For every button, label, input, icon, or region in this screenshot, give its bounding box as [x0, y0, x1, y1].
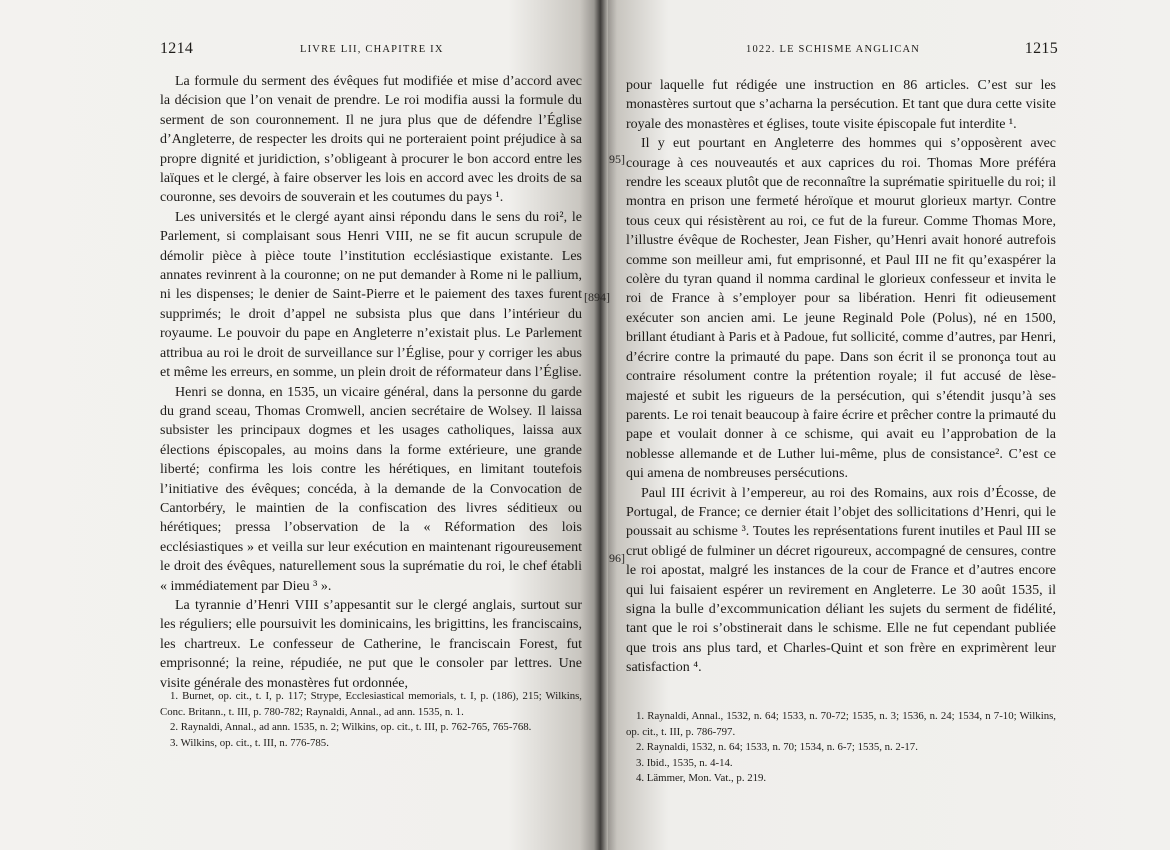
footnote: 2. Raynaldi, 1532, n. 64; 1533, n. 70; 1534, n. 6-7; 1535, n. 2-17. [636, 741, 918, 754]
book-gutter [594, 0, 608, 850]
footnote: 1. Raynaldi, Annal., 1532, n. 64; 1533, n. 70-72; 1535, n. 3; 1536, n. 24; 1534, n 7-10; Wilkins, op. cit., t. III, p. 786-797. [626, 710, 1056, 738]
left-page-number: 1214 [160, 40, 194, 57]
paragraph: Il y eut pourtant en Angleterre des hommes qui s’opposèrent avec courage à ces nouveautés et aux caprices du roi. Thomas More préféra rendre les sceaux plutôt que de reconnaître la suprématie spirituelle du roi; il montra en prison une fermeté héroïque et mourut glorieux martyr. Contre tous ceux qui résistèrent au roi, ce fut de la fureur. Comme Thomas More, l’illustre évêque de Rochester, Jean Fisher, qu’Henri avait honoré autrefois comme son meilleur ami, fut emprisonné, et Paul III ne fit qu’exaspérer la colère du tyran quand il nomma cardinal le glorieux confesseur et invita le roi de France à s’employer pour sa libération. Henri fit odieusement exécuter son ancien ami. Le jeune Reginald Pole (Polus), né en 1500, brillant étudiant à Paris et à Padoue, fut sollicité, comme d’autres, par Henri, d’écrire contre la primauté du pape. Dans son écrit il se prononça tout au contraire résolument contre la prétention royale; il fut accusé de lèse-majesté et subit les rigueurs de la persécution, qui s’étendit jusqu’à ses parents. Le roi tenait beaucoup à faire écrire et prêcher contre la primauté du pape et voulait donner à ce schisme, qui avait eu l’approbation de la noblesse allemande et de Luther lui-même, plus de consistance². C’est ce qui amena de nombreuses persécutions. [626, 136, 1056, 482]
margin-reference-894: [894] [584, 290, 610, 304]
paragraph: pour laquelle fut rédigée une instruction en 86 articles. C’est sur les monastères surtout que s’acharna la persécution. Et tant que dura cette visite royale des monastères et églises, toute visite épiscopale fut interdite ¹. [626, 78, 1056, 132]
footnote: 3. Wilkins, op. cit., t. III, n. 776-785. [170, 736, 329, 749]
footnote: 2. Raynaldi, Annal., ad ann. 1535, n. 2; Wilkins, op. cit., t. III, p. 762-765, 765-768. [170, 721, 532, 734]
paragraph: Les universités et le clergé ayant ainsi répondu dans le sens du roi², le Parlement, si complaisant sous Henri VIII, ne se fit aucun scrupule de démolir pièce à pièce toute l’institution ecclésiastique existante. Les annates revinrent à la couronne; on ne put demander à Rome ni le pallium, ni les dispenses; le denier de Saint-Pierre et le paiement des taxes furent supprimés; le droit d’appel ne subsista plus que dans l’intérieur du royaume. Le pouvoir du pape en Angleterre n’existait plus. Le Parlement attribua au roi le droit de surveillance sur l’Église, pour y corriger les abus et même les erreurs, en somme, un plein droit de réformateur dans l’Église. [160, 209, 582, 381]
footnote: 1. Burnet, op. cit., t. I, p. 117; Strype, Ecclesiastical memorials, t. I, p. (186), 215; Wilkins, Conc. Britann., t. III, p. 780-782; Raynaldi, Annal., ad ann. 1535, n. 1. [160, 690, 582, 718]
paragraph: La formule du serment des évêques fut modifiée et mise d’accord avec la décision que l’on venait de prendre. Le roi modifia aussi la formule du serment de son couronnement. Il ne jura plus que de défendre l’Église d’Angleterre, de respecter les droits qui ne porteraient point préjudice à sa propre dignité et juridiction, s’obligeant à procurer le bon accord entre les laïques et le clergé, à faire observer les lois en accord avec les droits de sa couronne, ses devoirs de souverain et les coutumes du pays ¹. [160, 74, 582, 206]
left-footnotes [160, 689, 582, 751]
right-page-body [626, 76, 1056, 678]
right-running-head: 1022. LE SCHISME ANGLICAN [746, 44, 921, 55]
paragraph: Paul III écrivit à l’empereur, au roi des Romains, aux rois d’Écosse, de Portugal, de France; ce dernier était l’objet des sollicitations d’Henri, qui le poussait au schisme ³. Toutes les représentations furent inutiles et Paul III se crut obligé de fulminer un décret rigoureux, accompagné de censures, contre le roi apostat, malgré les instances de la cour de France et d’autres encore qui lui faisaient espérer un revirement en Angleterre. Le 30 août 1535, il signa la bulle d’excommunication déliant les sujets du serment de fidélité, tant que le roi s’obstinerait dans le schisme. Elle ne fut cependant publiée que trois ans plus tard, et Charles-Quint et son frère en exprimèrent leur satisfaction ⁴. [626, 485, 1056, 676]
margin-reference-895: 95] [609, 152, 625, 166]
paragraph: Henri se donna, en 1535, un vicaire général, dans la personne du garde du grand sceau, Thomas Cromwell, ancien secrétaire de Wolsey. Il laissa subsister les principaux dogmes et les usages catholiques, laissa aux élections épiscopales, au moins dans la forme extérieure, une grande liberté; confirma les lois contre les hérétiques, en limitant toutefois l’initiative des évêques; concéda, à la demande de la Convocation de Cantorbéry, le maintien de la confiscation des livres séditieux ou hérétiques; pressa l’observation de la « Réformation des lois ecclésiastiques » et veilla sur leur exécution en maintenant rigoureusement le droit des évêques, naturellement sous la suprématie du roi, le chef établi « immédiatement par Dieu ³ ». [160, 384, 582, 594]
right-footnotes [626, 709, 1056, 787]
paragraph: La tyrannie d’Henri VIII s’appesantit sur le clergé anglais, surtout sur les réguliers; elle poursuivit les dominicains, les brigittins, les franciscains, les chartreux. Le confesseur de Catherine, le franciscain Forest, fut emprisonné; la reine, répudiée, ne put que le consoler par lettres. Une visite générale des monastères fut ordonnée, [160, 597, 582, 691]
right-page-number: 1215 [1024, 40, 1058, 57]
footnote: 4. Lämmer, Mon. Vat., p. 219. [636, 772, 767, 785]
margin-reference-896: 96] [609, 551, 625, 565]
left-page-body [160, 72, 582, 693]
footnote: 3. Ibid., 1535, n. 4-14. [636, 756, 733, 769]
left-running-head: LIVRE LII, CHAPITRE IX [300, 44, 444, 55]
